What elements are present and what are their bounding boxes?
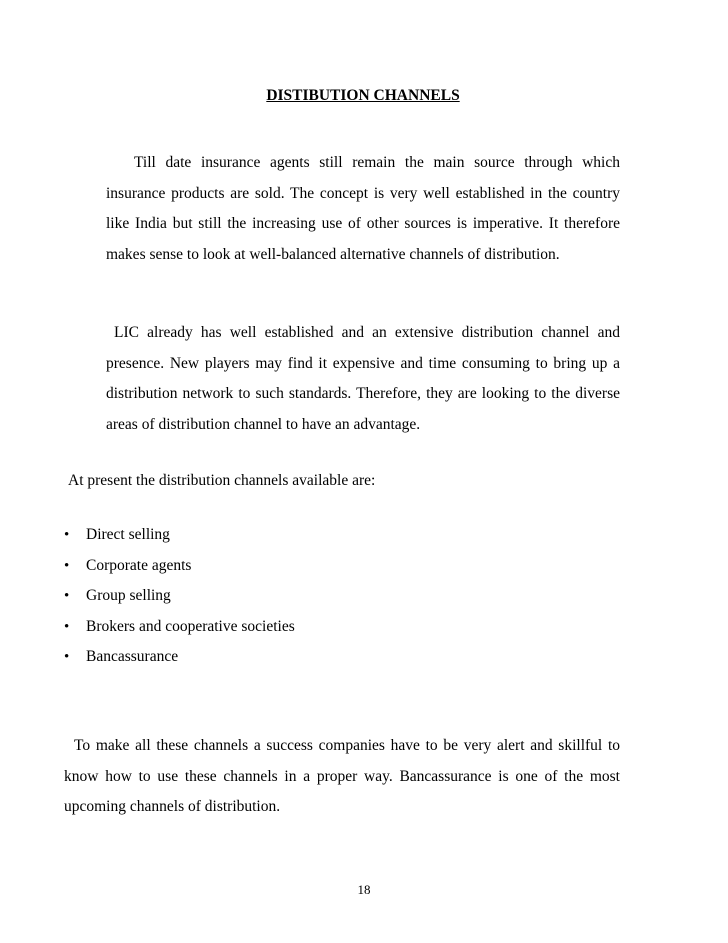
page-title-text: DISTIBUTION CHANNELS bbox=[266, 87, 460, 104]
intro-paragraph: Till date insurance agents still remain the main source through which insurance products are sold. The concept is very well established in the country like India but still the increasing use of other sources is imperative. It therefore makes sense to look at well-balanced alternative channels of distribution. bbox=[106, 154, 620, 263]
list-item bbox=[64, 520, 620, 551]
lic-paragraph: LIC already has well established and an extensive distribution channel and presence. New players may find it expensive and time consuming to bring up a distribution network to such standards. Therefore, they are looking to the diverse areas of distribution channel to have an advantage. bbox=[106, 324, 620, 433]
list-item-label: Direct selling bbox=[86, 526, 170, 543]
list-intro-paragraph: At present the distribution channels available are: bbox=[68, 472, 376, 489]
list-item bbox=[64, 642, 620, 673]
bullet-icon: • bbox=[64, 527, 70, 543]
bullet-icon: • bbox=[64, 649, 70, 665]
list-item-label: Bancassurance bbox=[86, 648, 179, 665]
bullet-icon: • bbox=[64, 557, 70, 574]
channels-list bbox=[64, 520, 620, 673]
list-item-label: Corporate agents bbox=[86, 556, 192, 574]
list-item-label: Brokers and cooperative societies bbox=[86, 617, 295, 635]
list-item-label: Group selling bbox=[86, 587, 171, 604]
page-title bbox=[0, 87, 728, 105]
page-number: 18 bbox=[357, 882, 371, 897]
list-item bbox=[64, 551, 620, 582]
conclusion-paragraph: To make all these channels a success companies have to be very alert and skillful to know how to use these channels in a proper way. Bancassurance is one of the most upcoming channels of distribution. bbox=[64, 737, 620, 815]
list-item bbox=[64, 581, 620, 612]
list-item bbox=[64, 612, 620, 643]
bullet-icon: • bbox=[64, 588, 70, 604]
bullet-icon: • bbox=[64, 618, 70, 635]
